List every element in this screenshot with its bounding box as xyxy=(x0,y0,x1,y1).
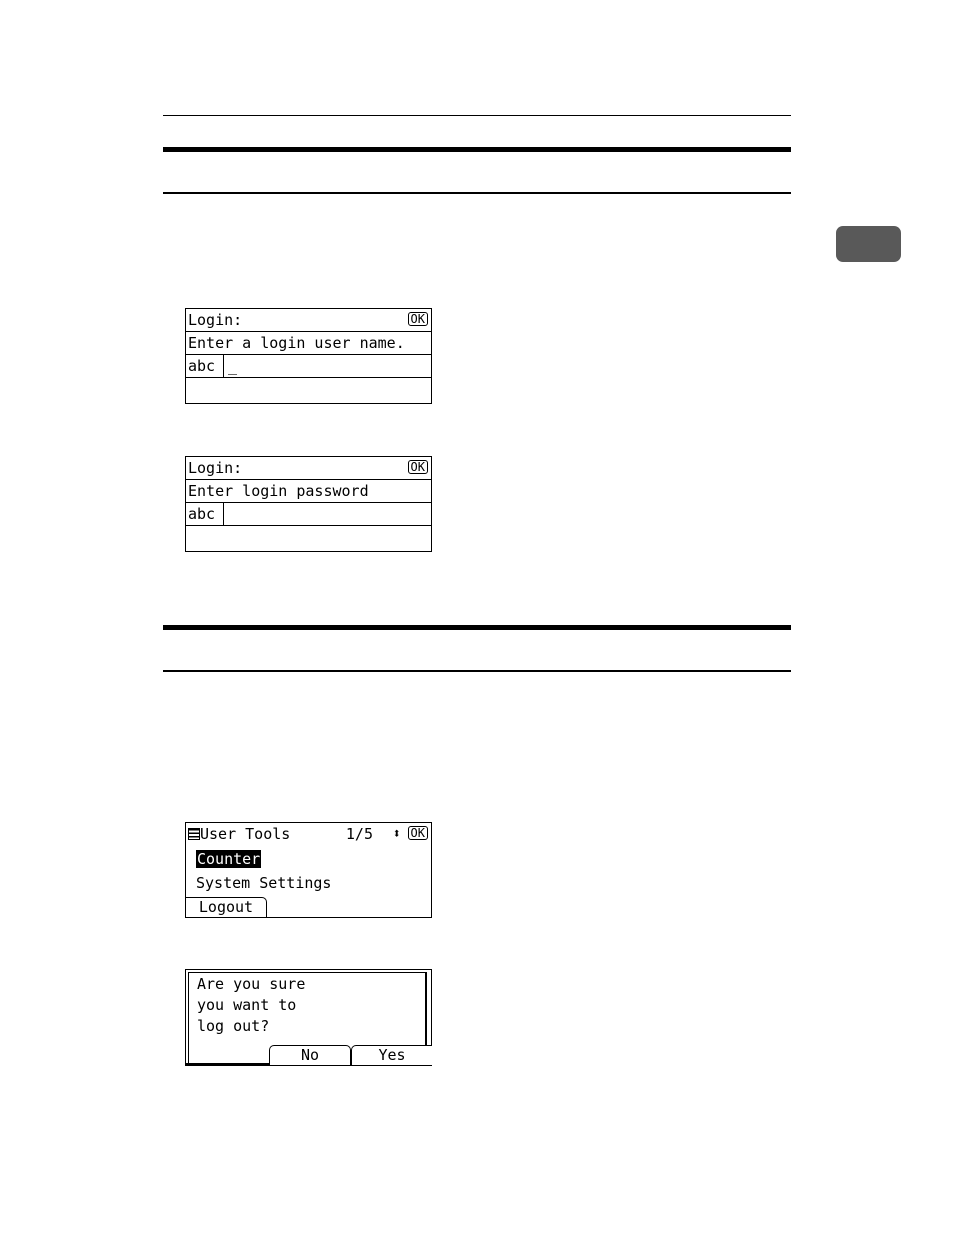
no-button[interactable]: No xyxy=(269,1045,351,1065)
input-mode: abc xyxy=(186,355,224,377)
screen-title-row xyxy=(186,309,431,332)
ok-button[interactable]: OK xyxy=(408,826,428,840)
login-password-screen xyxy=(185,456,432,552)
confirm-line: you want to xyxy=(197,996,297,1014)
softkey-row xyxy=(186,895,431,917)
menu-icon xyxy=(188,828,200,840)
section-rule-thick xyxy=(163,625,791,630)
entry-row xyxy=(186,503,431,526)
menu-item-label: Counter xyxy=(197,850,261,868)
screen-title: Login: xyxy=(188,311,243,329)
confirm-line: Are you sure xyxy=(197,975,306,993)
section-rule-thin xyxy=(163,192,791,194)
blank-row xyxy=(186,526,431,549)
confirm-message xyxy=(197,974,305,1037)
page-indicator: 1/5 xyxy=(345,825,373,843)
scroll-updown-icon[interactable]: ⬍ xyxy=(392,826,401,842)
ok-button[interactable]: OK xyxy=(408,460,428,474)
dialog-bottom-bar xyxy=(186,1063,270,1065)
menu-item-counter[interactable] xyxy=(186,847,431,871)
blank-row xyxy=(186,378,431,401)
user-name-input[interactable]: _ xyxy=(228,357,238,375)
confirm-line: log out? xyxy=(197,1017,270,1035)
screen-title-row xyxy=(186,823,431,847)
header-rule xyxy=(163,115,791,116)
input-mode: abc xyxy=(186,503,224,525)
screen-title-row xyxy=(186,457,431,480)
section-rule-thin xyxy=(163,670,791,672)
prompt-row xyxy=(186,332,431,355)
menu-item-label: System Settings xyxy=(196,874,332,892)
prompt-text: Enter login password xyxy=(188,482,369,500)
prompt-text: Enter a login user name. xyxy=(188,334,405,352)
softkey-row xyxy=(186,1043,431,1065)
screen-title: Login: xyxy=(188,459,243,477)
screen-title: User Tools xyxy=(200,825,291,843)
entry-row xyxy=(186,355,431,378)
login-user-screen xyxy=(185,308,432,404)
user-tools-screen xyxy=(185,822,432,918)
ok-button[interactable]: OK xyxy=(408,312,428,326)
menu-item-system-settings[interactable] xyxy=(186,871,431,895)
section-rule-thick xyxy=(163,147,791,152)
yes-button[interactable]: Yes xyxy=(351,1045,432,1065)
chapter-tab xyxy=(836,226,901,262)
logout-confirm-screen xyxy=(185,969,432,1066)
logout-button[interactable]: Logout xyxy=(186,897,267,917)
prompt-row xyxy=(186,480,431,503)
